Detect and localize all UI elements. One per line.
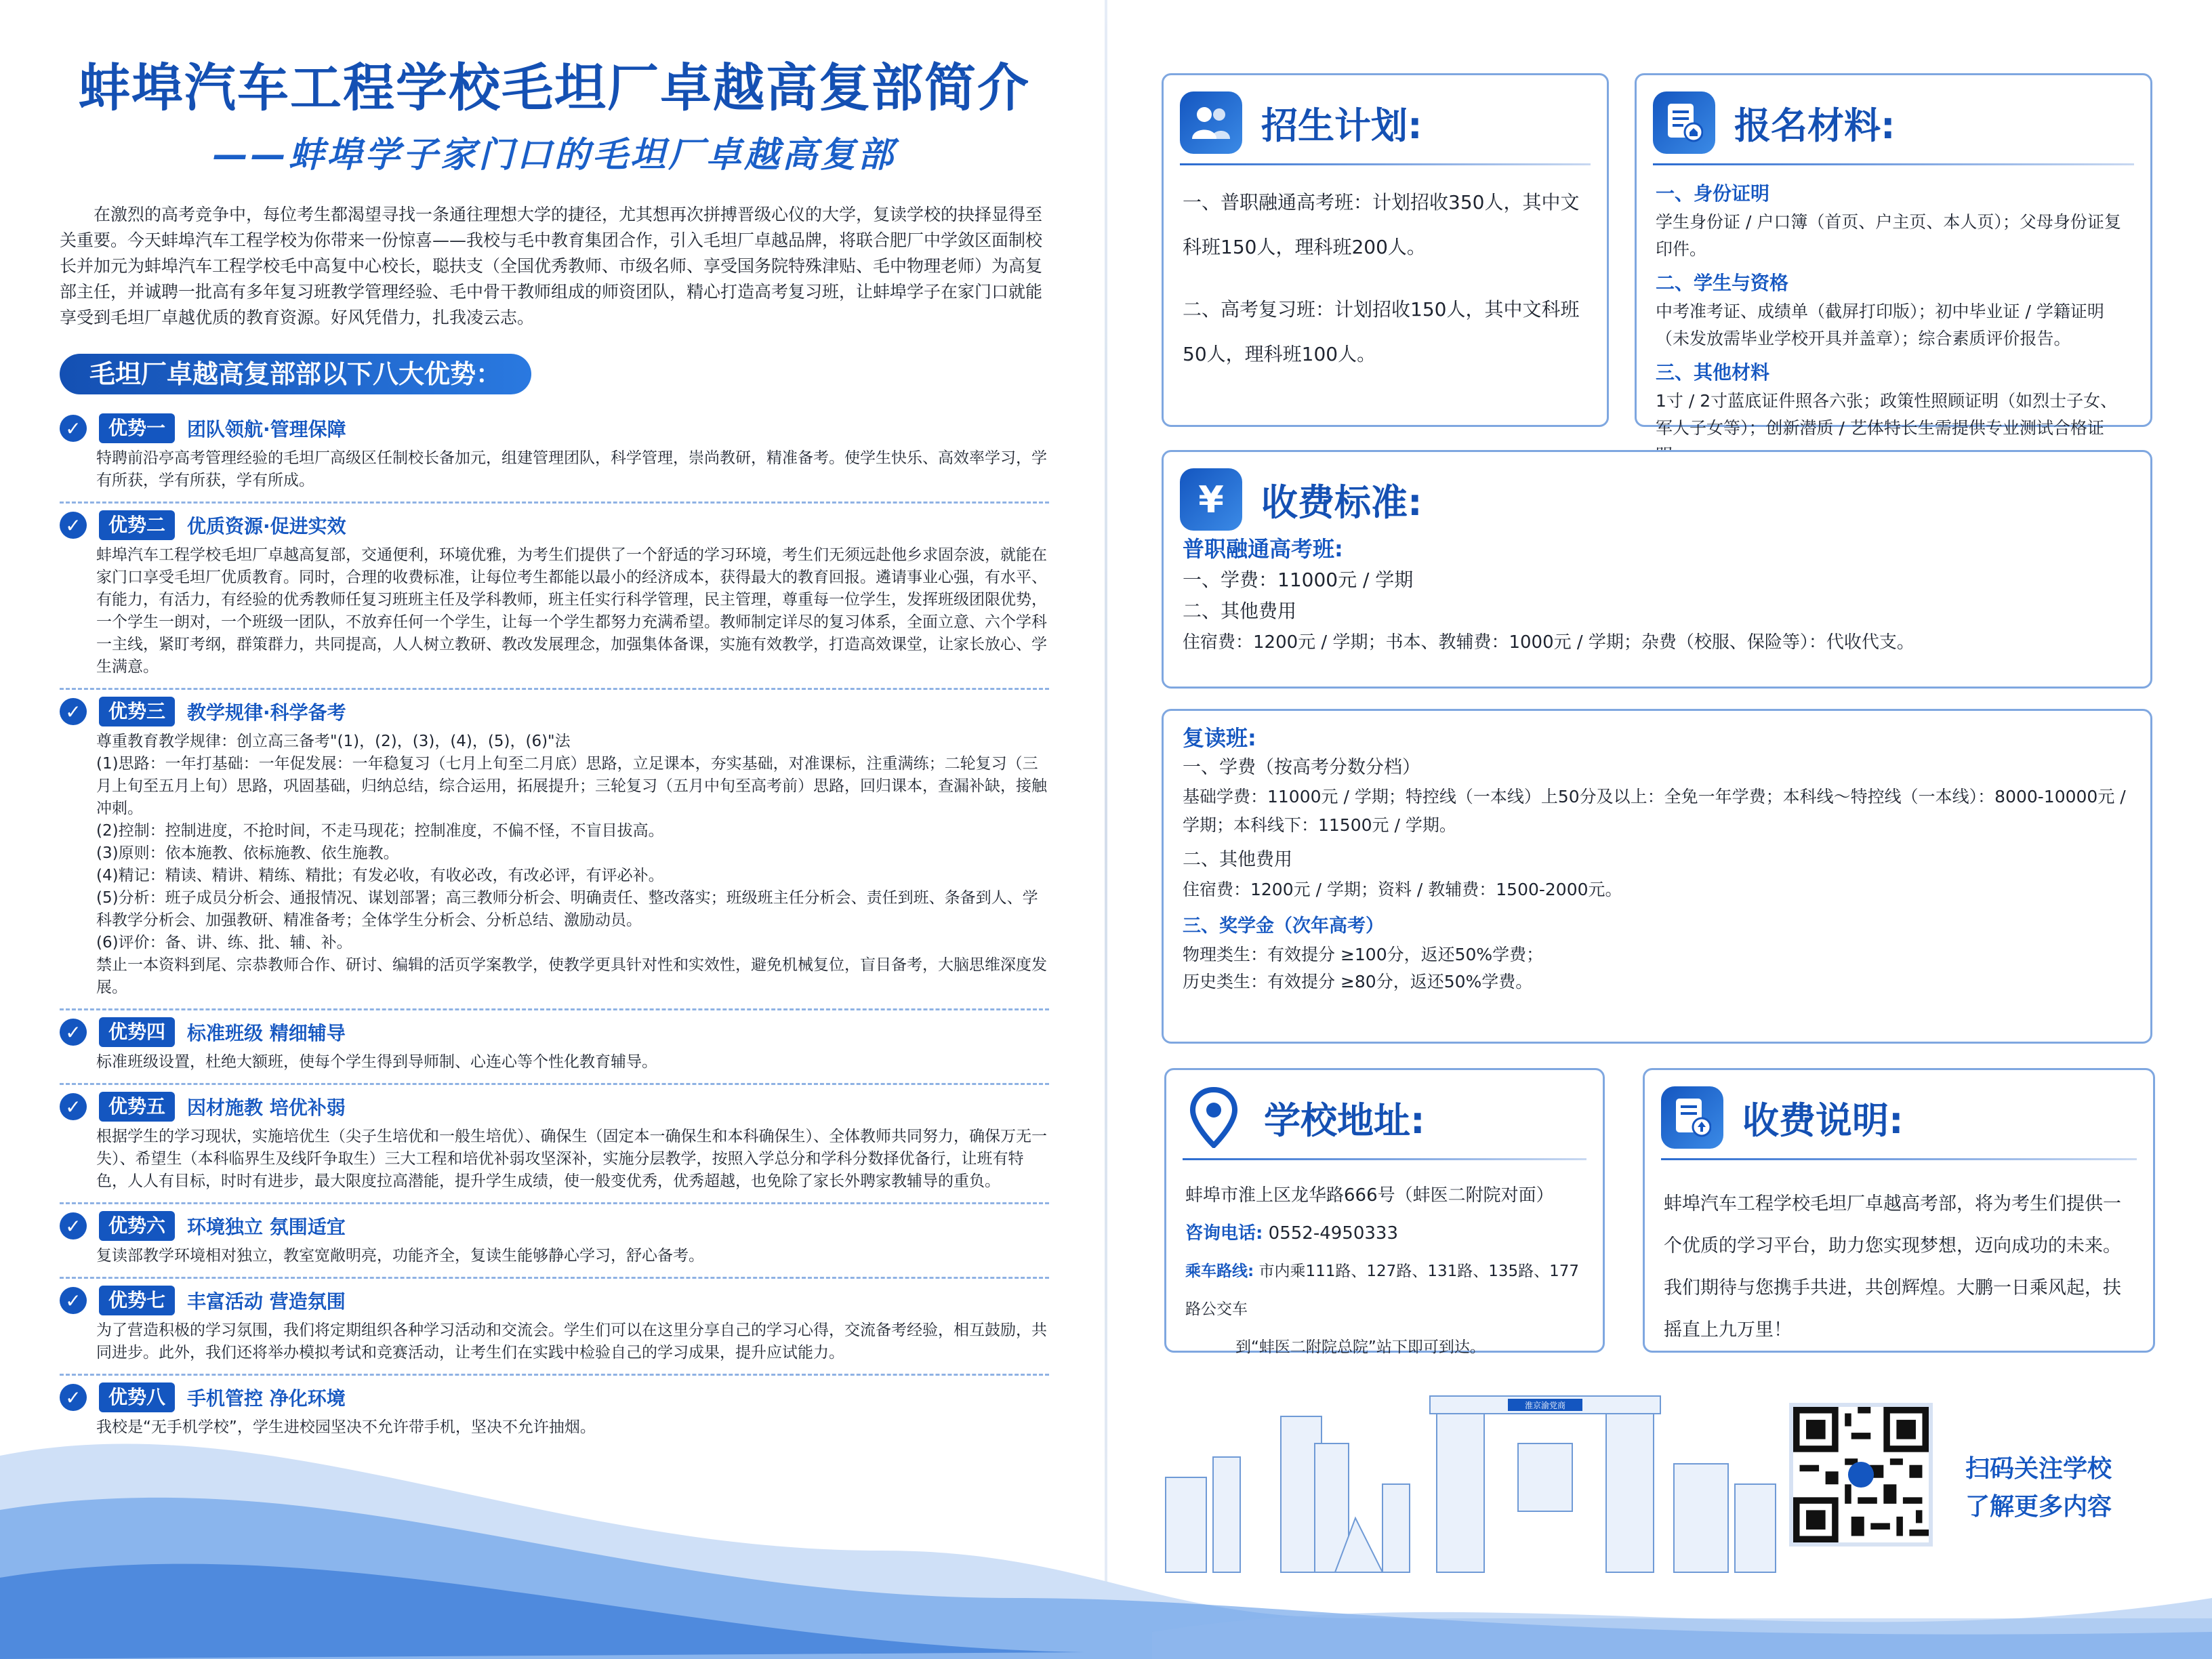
advantage-body bbox=[96, 1319, 1049, 1364]
advantage-paragraph: 根据学生的学习现状，实施培优生（尖子生培优和一般生培优）、确保生（固定本一确保生和本科确保生）、全体教师共同努力，确保万无一失）、希望生（本科临界生及线阡争取生）三大工程和培优补弱攻坚深补，实施分层教学，按照入学总分和学科分数择优备行，让班有特色，人人有目标，时时有进步，最大限度拉高潜能，提升学生成绩，使一般变优秀，优秀超越，也免除了家长外聘家教辅导的重负。 bbox=[96, 1128, 1047, 1190]
advantage-body bbox=[96, 1051, 1049, 1073]
fudu-fees-card bbox=[1162, 709, 2152, 1044]
advantage-item bbox=[60, 1085, 1049, 1204]
advantage-tag: 优势二 bbox=[99, 510, 175, 540]
putong-other-text: 住宿费：1200元 / 学期；书本、教辅费：1000元 / 学期；杂费（校服、保险等）：代收代支。 bbox=[1183, 632, 1914, 653]
materials-card bbox=[1635, 73, 2152, 438]
advantage-title: 手机管控 净化环境 bbox=[187, 1387, 346, 1410]
putong-heading: 普职融通高考班: bbox=[1183, 536, 1343, 562]
address-text: 蚌埠市淮上区龙华路666号（蚌医二附院对面） bbox=[1185, 1185, 1554, 1206]
advantage-tag: 优势一 bbox=[99, 413, 175, 443]
check-icon: ✓ bbox=[60, 1287, 87, 1314]
city-skyline-illustration bbox=[1111, 1382, 1789, 1586]
page-subtitle: ——蚌埠学子家门口的毛坦厂卓越高复部 bbox=[212, 135, 896, 176]
advantage-paragraph: 我校是“无手机学校”，学生进校园坚决不允许带手机，坚决不允许抽烟。 bbox=[96, 1418, 596, 1436]
fees-card bbox=[1162, 450, 2152, 689]
advantages-list bbox=[60, 407, 1049, 1448]
advantage-item bbox=[60, 1376, 1049, 1448]
advantage-paragraph: 尊重教育教学规律：创立高三备考"(1)，(2)，(3)，(4)，(5)，(6)"法 bbox=[96, 733, 571, 750]
check-icon: ✓ bbox=[60, 1019, 87, 1046]
recruit-line-2: 二、高考复习班：计划招收150人，其中文科班50人，理科班100人。 bbox=[1183, 298, 1580, 365]
advantage-item bbox=[60, 1010, 1049, 1085]
fudu-other-label: 二、其他费用 bbox=[1183, 849, 1292, 870]
advantage-body bbox=[96, 1245, 1049, 1267]
advantage-paragraph: 蚌埠汽车工程学校毛坦厂卓越高复部，交通便利，环境优雅，为考生们提供了一个舒适的学习环境，考生们无须远赴他乡求固奈波，就能在家门口享受毛坦厂优质教育。同时，合理的收费标准，让每位考生都能以最小的经济成本，获得最大的教育回报。遴请事业心强，有水平、有能力，有活力，有经验的优秀教师任复习班班主任及学科教师，班主任实行科学管理，民主管理，尊重每一位学生，发挥班级团限优势，一个学生一朗对，一个班级一团队，不放弃任何一个学生，让每一个学生都努力充满希望。教师制定详尽的复习体系，全面立意、六个学科一主线，紧盯考纲，群策群力，共同提高，人人树立教研、教改发展理念，加强集体备课，实施有效教学，打造高效课堂，让家长放心、学生满意。 bbox=[96, 546, 1047, 676]
document-icon bbox=[1653, 91, 1715, 154]
advantage-title: 教学规律·科学备考 bbox=[187, 701, 346, 724]
materials-title: 报名材料: bbox=[1734, 104, 1896, 147]
advantage-paragraph: (6)评价：备、讲、练、批、辅、补。 bbox=[96, 934, 352, 951]
materials-section-2-text: 中考准考证、成绩单（截屏打印版）；初中毕业证 / 学籍证明（未发放需毕业学校开具并盖章）；综合素质评价报告。 bbox=[1656, 302, 2104, 348]
advantage-paragraph: (4)精记：精读、精讲、精练、精批；有发必收，有收必改，有改必评，有评必补。 bbox=[96, 867, 664, 884]
route-label: 乘车路线: bbox=[1185, 1263, 1254, 1280]
materials-section-1-text: 学生身份证 / 户口簿（首页、户主页、本人页）；父母身份证复印件。 bbox=[1656, 212, 2121, 259]
advantage-paragraph: 为了营造积极的学习氛围，我们将定期组织各种学习活动和交流会。学生们可以在这里分享自己的学习心得，交流备考经验，相互鼓励，共同进步。此外，我们还将举办模拟考试和竞赛活动，让考生们在实践中检验自己的学习成果，提升应试能力。 bbox=[96, 1322, 1047, 1361]
putong-tuition: 一、学费：11000元 / 学期 bbox=[1183, 569, 1414, 591]
recruit-plan-title: 招生计划: bbox=[1261, 104, 1422, 147]
check-icon: ✓ bbox=[60, 415, 87, 442]
fee-note-title: 收费说明: bbox=[1742, 1099, 1904, 1142]
gate-sign: 淮京渝党商 bbox=[1524, 1401, 1566, 1410]
advantage-title: 团队领航·管理保障 bbox=[187, 418, 346, 441]
recruit-line-1: 一、普职融通高考班：计划招收350人，其中文科班150人，理科班200人。 bbox=[1183, 191, 1580, 258]
check-icon: ✓ bbox=[60, 698, 87, 725]
location-pin-icon bbox=[1183, 1086, 1245, 1149]
fudu-tuition-text: 基础学费：11000元 / 学期；特控线（一本线）上50分及以上：全免一年学费；本科线～特控线（一本线）：8000-10000元 / 学期；本科线下：11500元 / 学期。 bbox=[1183, 787, 2126, 835]
advantage-body bbox=[96, 544, 1049, 678]
materials-section-3-head: 三、其他材料 bbox=[1656, 361, 1770, 384]
advantage-item bbox=[60, 407, 1049, 504]
advantage-tag: 优势四 bbox=[99, 1017, 175, 1047]
fees-title: 收费标准: bbox=[1261, 480, 1422, 524]
advantage-title: 丰富活动 营造氛围 bbox=[187, 1290, 346, 1313]
check-icon: ✓ bbox=[60, 1212, 87, 1240]
address-card bbox=[1164, 1068, 1605, 1356]
advantage-paragraph: 复读部教学环境相对独立，教室宽敞明亮，功能齐全，复读生能够静心学习，舒心备考。 bbox=[96, 1247, 704, 1265]
fudu-tuition-label: 一、学费（按高考分数分档） bbox=[1183, 757, 1420, 778]
advantage-title: 因材施教 培优补弱 bbox=[187, 1097, 346, 1119]
intro-paragraph: 在激烈的高考竞争中，每位考生都渴望寻找一条通往理想大学的捷径，尤其想再次拼搏晋级心仪的大学，复读学校的抉择显得至关重要。今天蚌埠汽车工程学校为你带来一份惊喜——我校与毛中教育集团合作，引入毛坦厂卓越品牌，将联合肥厂中学敛区面制校长并加元为蚌埠汽车工程学校毛中高复中心校长，聪扶支（全国优秀教师、市级名师、享受国务院特殊津贴、毛中物理老师）为高复部主任，并诚聘一批高有多年复习班教学管理经验、毛中骨干教师组成的师资团队，精心打造高考复习班，让蚌埠学子在家门口就能享受到毛坦厂卓越优质的教育资源。好风凭借力，扎我凌云志。 bbox=[60, 205, 1043, 327]
advantage-tag: 优势六 bbox=[99, 1211, 175, 1241]
page-title: 蚌埠汽车工程学校毛坦厂卓越高复部简介 bbox=[79, 58, 1030, 118]
advantage-tag: 优势三 bbox=[99, 697, 175, 726]
fudu-other-text: 住宿费：1200元 / 学期；资料 / 教辅费：1500-2000元。 bbox=[1183, 880, 1622, 899]
check-icon: ✓ bbox=[60, 1384, 87, 1411]
advantage-body bbox=[96, 1416, 1049, 1439]
advantage-tag: 优势七 bbox=[99, 1286, 175, 1315]
advantage-paragraph: 特聘前沿亭高考管理经验的毛坦厂高级区任制校长备加元，组建管理团队，科学管理，崇尚教研，精准备考。使学生快乐、高效率学习，学有所获，学有所获，学有所成。 bbox=[96, 449, 1047, 489]
materials-section-2-head: 二、学生与资格 bbox=[1656, 272, 1789, 294]
people-icon bbox=[1180, 91, 1242, 154]
putong-other-label: 二、其他费用 bbox=[1183, 600, 1297, 622]
phone-label: 咨询电话: bbox=[1185, 1223, 1263, 1244]
advantage-title: 标准班级 精细辅导 bbox=[187, 1022, 346, 1044]
address-title: 学校地址: bbox=[1264, 1099, 1425, 1142]
left-column bbox=[60, 54, 1049, 1448]
scholarship-heading: 三、奖学金（次年高考） bbox=[1183, 916, 1384, 937]
money-bag-icon: ¥ bbox=[1180, 468, 1242, 531]
fee-note-text: 蚌埠汽车工程学校毛坦厂卓越高考部，将为考生们提供一个优质的学习平台，助力您实现梦想，迈向成功的未来。我们期待与您携手共进，共创辉煌。大鹏一日乘风起，扶摇直上九万里！ bbox=[1664, 1193, 2121, 1340]
advantage-item bbox=[60, 1204, 1049, 1279]
qr-caption-line-2: 了解更多内容 bbox=[1965, 1493, 2112, 1521]
advantage-tag: 优势八 bbox=[99, 1382, 175, 1412]
fudu-heading: 复读班: bbox=[1183, 725, 1256, 751]
advantage-body bbox=[96, 447, 1049, 492]
advantage-paragraph: 标准班级设置，杜绝大额班，使每个学生得到导师制、心连心等个性化教育辅导。 bbox=[96, 1053, 657, 1071]
route-text-2: 到“蚌医二附院总院”站下即可到达。 bbox=[1235, 1338, 1486, 1356]
advantages-heading: 毛坦厂卓越高复部部以下八大优势： bbox=[60, 354, 531, 394]
document-upload-icon bbox=[1661, 1086, 1723, 1149]
advantage-item bbox=[60, 690, 1049, 1010]
advantage-tag: 优势五 bbox=[99, 1092, 175, 1122]
check-icon: ✓ bbox=[60, 512, 87, 539]
advantage-title: 优质资源·促进实效 bbox=[187, 515, 346, 537]
check-icon: ✓ bbox=[60, 1093, 87, 1120]
advantage-paragraph: 禁止一本资料到尾、宗恭教师合作、研讨、编辑的活页学案教学，使教学更具针对性和实效性，避免机械复位，盲目备考，大脑思维深度发展。 bbox=[96, 956, 1047, 996]
materials-section-3-text: 1寸 / 2寸蓝底证件照各六张；政策性照顾证明（如烈士子女、军人子女等）；创新潜质 / 艺体特长生需提供专业测试合格证 bbox=[1656, 391, 2118, 438]
scholarship-line-1: 物理类生：有效提分 ≥100分，返还50%学费； bbox=[1183, 945, 1544, 964]
route-text: 市内乘111路、127路、131路、135路、177路公交车 bbox=[1185, 1263, 1580, 1318]
advantage-item bbox=[60, 504, 1049, 690]
advantage-item bbox=[60, 1279, 1049, 1376]
advantage-paragraph: (5)分析：班子成员分析会、通报情况、谋划部署；高三教师分析会、明确责任、整改落实；班级班主任分析会、责任到班、条备到人、学科教学分析会、加强教研、精准备考；全体学生分析会、分析总结、激励动员。 bbox=[96, 889, 1038, 929]
advantage-body bbox=[96, 1126, 1049, 1193]
materials-section-1-head: 一、身份证明 bbox=[1656, 182, 1770, 205]
scholarship-line-2: 历史类生：有效提分 ≥80分，返还50%学费。 bbox=[1183, 972, 1533, 991]
phone-number: 0552-4950333 bbox=[1268, 1223, 1399, 1244]
fee-note-card bbox=[1643, 1068, 2155, 1353]
advantage-paragraph: (2)控制：控制进度，不抢时间，不走马现花；控制准度，不偏不怪，不盲目拔高。 bbox=[96, 822, 664, 840]
advantage-paragraph: (3)原则：依本施教、依标施教、依生施教。 bbox=[96, 844, 399, 862]
advantage-body bbox=[96, 731, 1049, 999]
qr-caption-line-1: 扫码关注学校 bbox=[1965, 1455, 2112, 1483]
advantage-paragraph: (1)思路：一年打基础：一年促发展：一年稳复习（七月上旬至二月底）思路，立足课本，夯实基础，对准课标，注重满练；二轮复习（三月上旬至五月上旬）思路，巩固基础，归纳总结，综合运用，拓展提升；三轮复习（五月中旬至高考前）思路，回归课本，查漏补缺，接触冲刺。 bbox=[96, 755, 1047, 817]
qr-caption bbox=[1965, 1450, 2112, 1526]
recruit-plan-card bbox=[1162, 73, 1609, 427]
qr-code[interactable] bbox=[1789, 1403, 1933, 1547]
advantage-title: 环境独立 氛围适宜 bbox=[187, 1216, 346, 1238]
